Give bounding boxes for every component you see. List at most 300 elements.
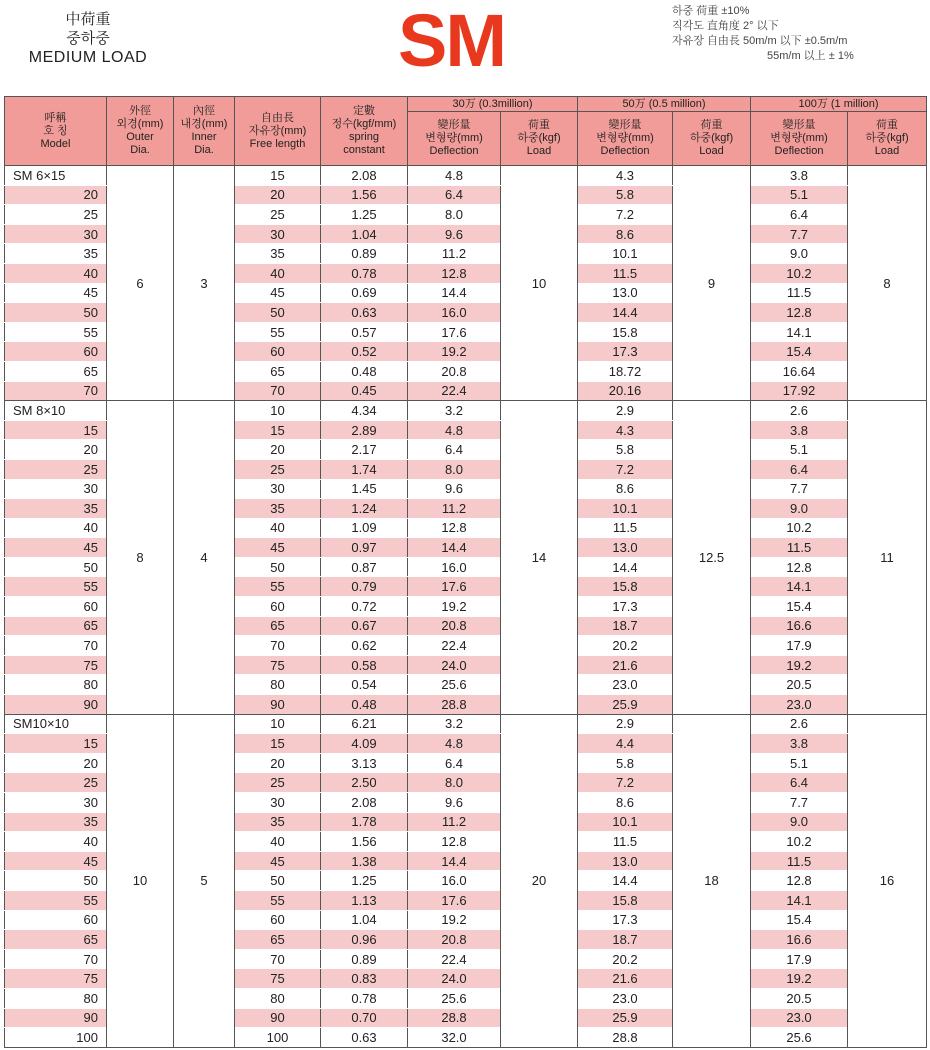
- header-line: 변형량(mm): [770, 132, 828, 144]
- cell-spring-constant: 2.17: [321, 440, 408, 460]
- cell-deflection-50: 5.8: [578, 753, 673, 773]
- cell-free-length: 75: [235, 655, 321, 675]
- cell-spring-constant: 0.96: [321, 930, 408, 950]
- cell-deflection-50: 8.6: [578, 793, 673, 813]
- sm-logo: SM: [398, 0, 505, 82]
- cell-spring-constant: 1.04: [321, 910, 408, 930]
- cell-deflection-50: 25.9: [578, 1008, 673, 1028]
- group-header-1-million: 100万 (1 million): [751, 97, 927, 112]
- cell-free-length: 45: [235, 851, 321, 871]
- cell-deflection-100: 15.4: [751, 910, 848, 930]
- cell-deflection-100: 23.0: [751, 1008, 848, 1028]
- header-line: 變形量: [437, 119, 471, 131]
- cell-deflection-50: 15.8: [578, 322, 673, 342]
- cell-deflection-100: 5.1: [751, 753, 848, 773]
- cell-spring-constant: 2.50: [321, 773, 408, 793]
- cell-model: 45: [5, 851, 107, 871]
- cell-deflection-50: 7.2: [578, 459, 673, 479]
- cell-deflection-50: 8.6: [578, 224, 673, 244]
- cell-spring-constant: 0.69: [321, 283, 408, 303]
- cell-free-length: 40: [235, 832, 321, 852]
- cell-deflection-50: 13.0: [578, 283, 673, 303]
- cell-deflection-50: 14.4: [578, 871, 673, 891]
- cell-deflection-50: 20.2: [578, 636, 673, 656]
- cell-free-length: 100: [235, 1028, 321, 1048]
- cell-deflection-30: 16.0: [408, 303, 501, 323]
- free-length-tolerance-note: 자유장 自由長 50m/m 以下 ±0.5m/m: [672, 35, 848, 47]
- cell-deflection-50: 10.1: [578, 244, 673, 264]
- header-line: 荷重: [528, 119, 550, 131]
- cell-spring-constant: 0.57: [321, 322, 408, 342]
- cell-deflection-100: 10.2: [751, 263, 848, 283]
- cell-deflection-100: 10.2: [751, 832, 848, 852]
- cell-deflection-30: 3.2: [408, 401, 501, 421]
- cell-free-length: 35: [235, 499, 321, 519]
- col-header-inner-dia: [174, 97, 235, 166]
- cell-deflection-50: 21.6: [578, 655, 673, 675]
- cell-free-length: 10: [235, 714, 321, 734]
- cell-deflection-100: 5.1: [751, 185, 848, 205]
- cell-deflection-30: 28.8: [408, 1008, 501, 1028]
- cell-deflection-30: 12.8: [408, 518, 501, 538]
- cell-model: 80: [5, 988, 107, 1008]
- cell-deflection-100: 5.1: [751, 440, 848, 460]
- cell-spring-constant: 0.79: [321, 577, 408, 597]
- cell-deflection-30: 28.8: [408, 695, 501, 715]
- cell-deflection-50: 7.2: [578, 773, 673, 793]
- col-header-spring-constant: [321, 97, 408, 166]
- cell-free-length: 60: [235, 342, 321, 362]
- cell-deflection-100: 7.7: [751, 479, 848, 499]
- cell-deflection-30: 9.6: [408, 479, 501, 499]
- cell-model: 30: [5, 793, 107, 813]
- cell-deflection-50: 2.9: [578, 401, 673, 421]
- cell-spring-constant: 0.72: [321, 597, 408, 617]
- cell-model: 25: [5, 205, 107, 225]
- cell-free-length: 10: [235, 401, 321, 421]
- cell-model: 65: [5, 616, 107, 636]
- cell-model: 35: [5, 244, 107, 264]
- cell-free-length: 55: [235, 890, 321, 910]
- cell-deflection-50: 17.3: [578, 342, 673, 362]
- cell-model: SM 6×15: [5, 166, 107, 186]
- header-line: 호 칭: [43, 124, 68, 137]
- cell-deflection-30: 25.6: [408, 675, 501, 695]
- cell-spring-constant: 0.67: [321, 616, 408, 636]
- cell-spring-constant: 1.25: [321, 871, 408, 891]
- tolerance-notes: [672, 4, 928, 64]
- cell-spring-constant: 2.89: [321, 420, 408, 440]
- header-line: 변형량(mm): [596, 132, 654, 144]
- cell-free-length: 20: [235, 440, 321, 460]
- cell-spring-constant: 0.62: [321, 636, 408, 656]
- cell-deflection-100: 14.1: [751, 322, 848, 342]
- cell-model: 15: [5, 420, 107, 440]
- cell-deflection-50: 2.9: [578, 714, 673, 734]
- cell-deflection-50: 14.4: [578, 557, 673, 577]
- cell-model: 45: [5, 283, 107, 303]
- cell-deflection-50: 18.7: [578, 930, 673, 950]
- cell-free-length: 70: [235, 381, 321, 401]
- cell-spring-constant: 4.34: [321, 401, 408, 421]
- cell-free-length: 70: [235, 949, 321, 969]
- cell-load-50: 12.5: [673, 401, 751, 715]
- cell-deflection-50: 18.72: [578, 361, 673, 381]
- cell-deflection-50: 23.0: [578, 675, 673, 695]
- cell-model: 45: [5, 538, 107, 558]
- cell-free-length: 90: [235, 1008, 321, 1028]
- cell-deflection-100: 16.6: [751, 616, 848, 636]
- cell-free-length: 50: [235, 871, 321, 891]
- table-row: [5, 166, 927, 186]
- col-header-load-30: [501, 112, 578, 166]
- cell-model: 70: [5, 636, 107, 656]
- cell-deflection-30: 19.2: [408, 597, 501, 617]
- cell-free-length: 65: [235, 361, 321, 381]
- cell-spring-constant: 0.89: [321, 949, 408, 969]
- cell-deflection-30: 17.6: [408, 577, 501, 597]
- header-line: 外徑: [129, 105, 151, 117]
- cell-free-length: 80: [235, 675, 321, 695]
- cell-spring-constant: 0.63: [321, 1028, 408, 1048]
- cell-model: SM 8×10: [5, 401, 107, 421]
- cell-deflection-50: 18.7: [578, 616, 673, 636]
- cell-model: 55: [5, 577, 107, 597]
- cell-deflection-100: 14.1: [751, 890, 848, 910]
- cell-load-100: 16: [848, 714, 927, 1047]
- header-line: 외경(mm): [116, 118, 164, 130]
- cell-free-length: 30: [235, 793, 321, 813]
- cell-deflection-100: 23.0: [751, 695, 848, 715]
- cell-model: 70: [5, 381, 107, 401]
- cell-free-length: 60: [235, 597, 321, 617]
- cell-deflection-30: 16.0: [408, 557, 501, 577]
- cell-deflection-50: 28.8: [578, 1028, 673, 1048]
- cell-deflection-100: 17.9: [751, 949, 848, 969]
- cell-inner-dia: 5: [174, 714, 235, 1047]
- cell-deflection-100: 6.4: [751, 459, 848, 479]
- cell-spring-constant: 0.48: [321, 361, 408, 381]
- cell-spring-constant: 0.45: [321, 381, 408, 401]
- col-header-load-100: [848, 112, 927, 166]
- cell-deflection-100: 6.4: [751, 205, 848, 225]
- cell-deflection-50: 7.2: [578, 205, 673, 225]
- cell-free-length: 25: [235, 459, 321, 479]
- cell-deflection-100: 2.6: [751, 401, 848, 421]
- cell-deflection-50: 8.6: [578, 479, 673, 499]
- cell-free-length: 45: [235, 283, 321, 303]
- cell-deflection-100: 11.5: [751, 538, 848, 558]
- cell-deflection-100: 3.8: [751, 166, 848, 186]
- cell-free-length: 40: [235, 263, 321, 283]
- header-titles: [8, 10, 168, 67]
- cell-deflection-100: 9.0: [751, 812, 848, 832]
- cell-free-length: 60: [235, 910, 321, 930]
- free-length-tolerance-note-2: 55m/m 以上 ± 1%: [767, 50, 854, 62]
- cell-deflection-50: 11.5: [578, 832, 673, 852]
- cell-model: 20: [5, 440, 107, 460]
- cell-deflection-100: 7.7: [751, 224, 848, 244]
- table-row: [5, 401, 927, 421]
- col-header-deflection-30: [408, 112, 501, 166]
- header-line: Dia.: [194, 144, 214, 156]
- cell-model: 40: [5, 518, 107, 538]
- cell-deflection-30: 11.2: [408, 812, 501, 832]
- cell-deflection-100: 25.6: [751, 1028, 848, 1048]
- header-line: 變形量: [782, 119, 816, 131]
- cell-deflection-100: 17.92: [751, 381, 848, 401]
- cell-model: 30: [5, 224, 107, 244]
- cell-free-length: 45: [235, 538, 321, 558]
- cell-deflection-100: 14.1: [751, 577, 848, 597]
- cell-spring-constant: 1.25: [321, 205, 408, 225]
- cell-spring-constant: 3.13: [321, 753, 408, 773]
- cell-deflection-100: 11.5: [751, 851, 848, 871]
- cell-deflection-30: 20.8: [408, 616, 501, 636]
- cell-spring-constant: 0.54: [321, 675, 408, 695]
- cell-free-length: 15: [235, 734, 321, 754]
- header-line: Load: [874, 145, 900, 157]
- cell-deflection-100: 9.0: [751, 499, 848, 519]
- cell-spring-constant: 0.78: [321, 263, 408, 283]
- cell-deflection-30: 6.4: [408, 440, 501, 460]
- title-korean: 중하중: [66, 30, 110, 47]
- cell-deflection-30: 17.6: [408, 322, 501, 342]
- cell-deflection-30: 4.8: [408, 734, 501, 754]
- cell-deflection-100: 19.2: [751, 969, 848, 989]
- col-header-deflection-100: [751, 112, 848, 166]
- cell-free-length: 35: [235, 812, 321, 832]
- col-header-deflection-50: [578, 112, 673, 166]
- cell-inner-dia: 4: [174, 401, 235, 715]
- cell-model: 15: [5, 734, 107, 754]
- cell-deflection-50: 13.0: [578, 538, 673, 558]
- cell-spring-constant: 0.78: [321, 988, 408, 1008]
- cell-spring-constant: 0.70: [321, 1008, 408, 1028]
- cell-model: 55: [5, 322, 107, 342]
- cell-deflection-30: 11.2: [408, 499, 501, 519]
- cell-deflection-100: 15.4: [751, 597, 848, 617]
- cell-deflection-30: 16.0: [408, 871, 501, 891]
- header-line: 內徑: [193, 105, 215, 117]
- cell-model: 60: [5, 910, 107, 930]
- cell-model: 25: [5, 459, 107, 479]
- cell-load-100: 8: [848, 166, 927, 401]
- cell-spring-constant: 6.21: [321, 714, 408, 734]
- header-line: 呼稱: [44, 111, 67, 124]
- cell-model: 30: [5, 479, 107, 499]
- group-header-0-3-million: 30万 (0.3million): [408, 97, 578, 112]
- cell-model: 100: [5, 1028, 107, 1048]
- cell-spring-constant: 1.38: [321, 851, 408, 871]
- cell-free-length: 35: [235, 244, 321, 264]
- header-line: 荷重: [700, 119, 723, 131]
- cell-deflection-50: 14.4: [578, 303, 673, 323]
- cell-deflection-30: 32.0: [408, 1028, 501, 1048]
- cell-model: 55: [5, 890, 107, 910]
- cell-deflection-30: 14.4: [408, 538, 501, 558]
- cell-deflection-100: 9.0: [751, 244, 848, 264]
- cell-deflection-30: 6.4: [408, 753, 501, 773]
- cell-deflection-50: 10.1: [578, 499, 673, 519]
- cell-outer-dia: 10: [107, 714, 174, 1047]
- spring-spec-table: [4, 96, 927, 1048]
- cell-deflection-50: 11.5: [578, 518, 673, 538]
- cell-deflection-50: 13.0: [578, 851, 673, 871]
- header-line: 하중(kgf): [865, 132, 909, 144]
- cell-deflection-30: 12.8: [408, 832, 501, 852]
- cell-deflection-50: 17.3: [578, 910, 673, 930]
- header-line: Outer: [126, 131, 154, 143]
- cell-deflection-100: 2.6: [751, 714, 848, 734]
- header-line: 하중(kgf): [517, 132, 561, 144]
- col-header-load-50: [673, 112, 751, 166]
- header-line: Deflection: [600, 145, 650, 157]
- cell-deflection-50: 25.9: [578, 695, 673, 715]
- cell-model: 50: [5, 871, 107, 891]
- cell-model: 65: [5, 361, 107, 381]
- table-body: [5, 166, 927, 1048]
- cell-model: SM10×10: [5, 714, 107, 734]
- cell-model: 60: [5, 342, 107, 362]
- cell-model: 90: [5, 695, 107, 715]
- cell-model: 60: [5, 597, 107, 617]
- cell-deflection-100: 20.5: [751, 988, 848, 1008]
- table-row: [5, 714, 927, 734]
- load-tolerance-note: 하중 荷重 ±10%: [672, 5, 750, 17]
- cell-deflection-30: 9.6: [408, 793, 501, 813]
- cell-deflection-30: 20.8: [408, 361, 501, 381]
- cell-deflection-100: 17.9: [751, 636, 848, 656]
- cell-deflection-100: 10.2: [751, 518, 848, 538]
- squareness-note: 직각도 直角度 2° 以下: [672, 20, 779, 32]
- cell-model: 65: [5, 930, 107, 950]
- cell-model: 50: [5, 303, 107, 323]
- cell-free-length: 75: [235, 969, 321, 989]
- cell-deflection-30: 22.4: [408, 636, 501, 656]
- col-header-model: [5, 97, 107, 166]
- cell-spring-constant: 0.63: [321, 303, 408, 323]
- cell-deflection-50: 17.3: [578, 597, 673, 617]
- cell-spring-constant: 1.13: [321, 890, 408, 910]
- cell-deflection-100: 12.8: [751, 557, 848, 577]
- cell-deflection-30: 11.2: [408, 244, 501, 264]
- cell-deflection-30: 22.4: [408, 381, 501, 401]
- cell-deflection-30: 19.2: [408, 910, 501, 930]
- cell-free-length: 50: [235, 303, 321, 323]
- cell-deflection-100: 16.64: [751, 361, 848, 381]
- cell-deflection-30: 14.4: [408, 283, 501, 303]
- header-line: Free length: [249, 137, 306, 150]
- header-line: 自由長: [261, 111, 294, 124]
- cell-spring-constant: 0.97: [321, 538, 408, 558]
- cell-deflection-50: 4.4: [578, 734, 673, 754]
- header-line: constant: [343, 144, 385, 156]
- cell-deflection-30: 14.4: [408, 851, 501, 871]
- cell-deflection-30: 8.0: [408, 773, 501, 793]
- header-line: 定數: [353, 105, 375, 117]
- cell-deflection-30: 8.0: [408, 205, 501, 225]
- cell-free-length: 70: [235, 636, 321, 656]
- cell-deflection-50: 4.3: [578, 166, 673, 186]
- header-line: Load: [699, 145, 724, 157]
- cell-deflection-100: 7.7: [751, 793, 848, 813]
- cell-load-30: 14: [501, 401, 578, 715]
- cell-deflection-30: 22.4: [408, 949, 501, 969]
- title-english: MEDIUM LOAD: [28, 49, 148, 66]
- cell-model: 75: [5, 969, 107, 989]
- cell-model: 90: [5, 1008, 107, 1028]
- cell-spring-constant: 1.04: [321, 224, 408, 244]
- cell-deflection-50: 5.8: [578, 440, 673, 460]
- cell-free-length: 20: [235, 753, 321, 773]
- header-line: Deflection: [774, 145, 824, 157]
- cell-inner-dia: 3: [174, 166, 235, 401]
- cell-deflection-30: 20.8: [408, 930, 501, 950]
- cell-deflection-100: 16.6: [751, 930, 848, 950]
- cell-spring-constant: 1.45: [321, 479, 408, 499]
- cell-model: 80: [5, 675, 107, 695]
- header-line: Dia.: [130, 144, 150, 156]
- cell-deflection-30: 4.8: [408, 166, 501, 186]
- cell-free-length: 40: [235, 518, 321, 538]
- cell-deflection-30: 3.2: [408, 714, 501, 734]
- cell-free-length: 65: [235, 616, 321, 636]
- cell-free-length: 20: [235, 185, 321, 205]
- cell-spring-constant: 1.24: [321, 499, 408, 519]
- cell-deflection-100: 12.8: [751, 871, 848, 891]
- header-line: 하중(kgf): [689, 132, 734, 144]
- cell-spring-constant: 0.48: [321, 695, 408, 715]
- cell-spring-constant: 1.56: [321, 832, 408, 852]
- cell-deflection-30: 9.6: [408, 224, 501, 244]
- cell-free-length: 30: [235, 479, 321, 499]
- cell-deflection-50: 10.1: [578, 812, 673, 832]
- cell-spring-constant: 2.08: [321, 793, 408, 813]
- cell-deflection-30: 12.8: [408, 263, 501, 283]
- group-header-row: [5, 97, 927, 112]
- cell-free-length: 55: [235, 322, 321, 342]
- cell-model: 40: [5, 832, 107, 852]
- cell-deflection-100: 19.2: [751, 655, 848, 675]
- cell-deflection-30: 8.0: [408, 459, 501, 479]
- cell-spring-constant: 4.09: [321, 734, 408, 754]
- cell-deflection-50: 15.8: [578, 577, 673, 597]
- header-line: 정수(kgf/mm): [331, 118, 397, 130]
- header-line: 내경(mm): [180, 118, 228, 130]
- cell-free-length: 25: [235, 773, 321, 793]
- cell-free-length: 25: [235, 205, 321, 225]
- cell-deflection-100: 11.5: [751, 283, 848, 303]
- cell-load-30: 20: [501, 714, 578, 1047]
- cell-deflection-50: 4.3: [578, 420, 673, 440]
- cell-spring-constant: 1.09: [321, 518, 408, 538]
- cell-deflection-100: 15.4: [751, 342, 848, 362]
- cell-spring-constant: 0.52: [321, 342, 408, 362]
- cell-spring-constant: 0.58: [321, 655, 408, 675]
- cell-deflection-30: 24.0: [408, 969, 501, 989]
- cell-deflection-50: 5.8: [578, 185, 673, 205]
- cell-model: 25: [5, 773, 107, 793]
- cell-deflection-30: 25.6: [408, 988, 501, 1008]
- cell-deflection-30: 24.0: [408, 655, 501, 675]
- cell-deflection-100: 12.8: [751, 303, 848, 323]
- cell-deflection-30: 4.8: [408, 420, 501, 440]
- title-cjk: 中荷重: [65, 11, 111, 28]
- header-line: 荷重: [876, 119, 899, 131]
- cell-model: 20: [5, 185, 107, 205]
- cell-free-length: 15: [235, 420, 321, 440]
